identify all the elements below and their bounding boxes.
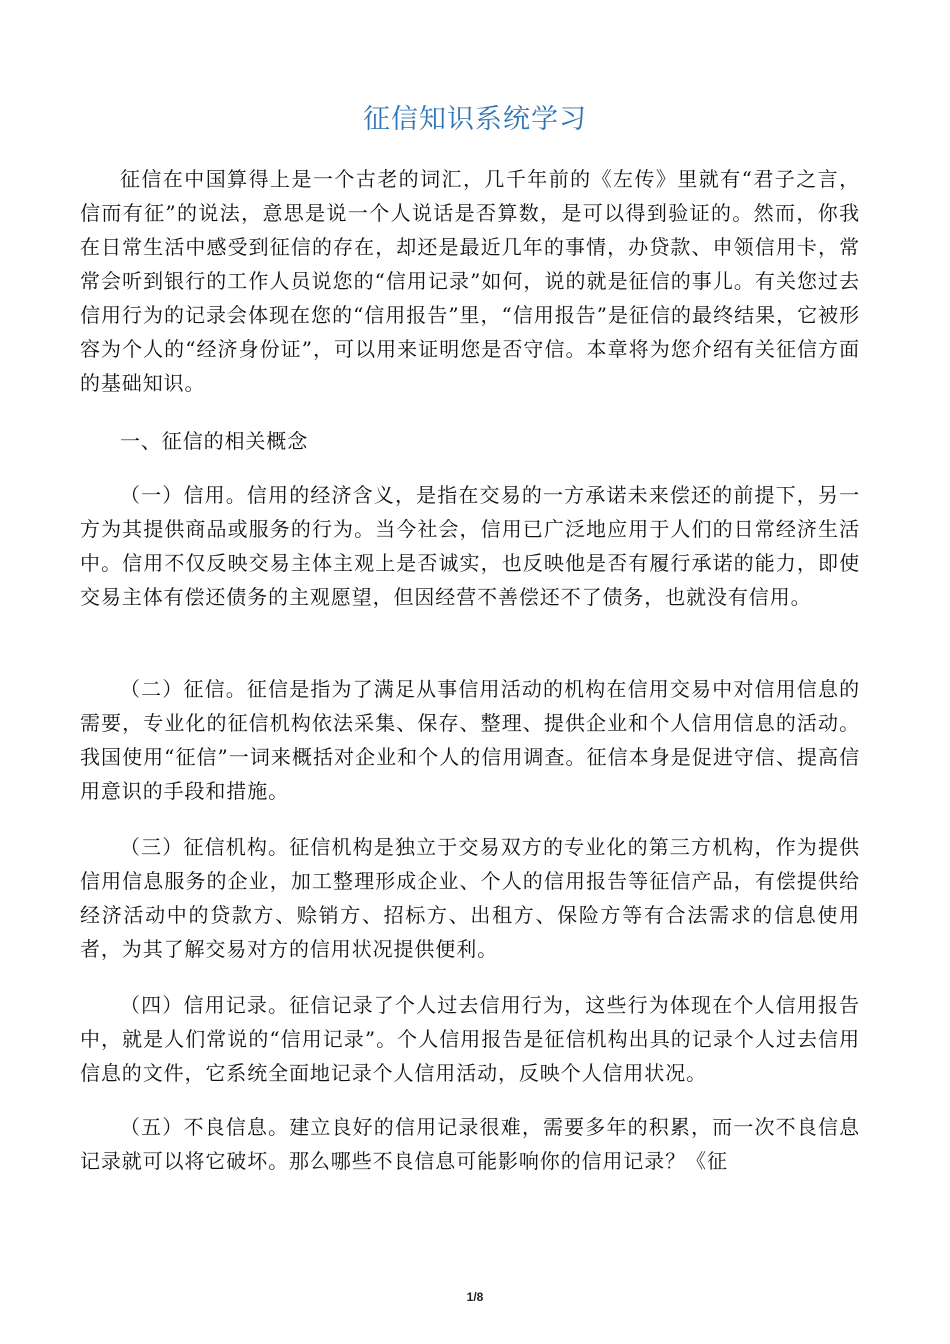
paragraph-credit: （一）信用。信用的经济含义，是指在交易的一方承诺未来偿还的前提下，另一方为其提供商品或服务的行为。当今社会，信用已广泛地应用于人们的日常经济生活中。信用不仅反映交易主体主观上是否诚实，也反映他是否有履行承诺的能力，即使交易主体有偿还债务的主观愿望，但因经营不善偿还不了债务，也就没有信用。 — [80, 483, 860, 609]
paragraph-credit-record: （四）信用记录。征信记录了个人过去信用行为，这些行为体现在个人信用报告中，就是人们常说的“信用记录”。个人信用报告是征信机构出具的记录个人过去信用信息的文件，它系统全面地记录个人信用活动，反映个人信用状况。 — [80, 993, 860, 1085]
section-heading: 一、征信的相关概念 — [120, 429, 309, 453]
page-number: 1/8 — [466, 1290, 484, 1304]
paragraph-credit-reporting: （二）征信。征信是指为了满足从事信用活动的机构在信用交易中对信用信息的需要，专业化的征信机构依法采集、保存、整理、提供企业和个人信用信息的活动。我国使用“征信”一词来概括对企业和个人的信用调查。征信本身是促进守信、提高信用意识的手段和措施。 — [80, 677, 860, 803]
paragraph-credit-agency: （三）征信机构。征信机构是独立于交易双方的专业化的第三方机构，作为提供信用信息服务的企业，加工整理形成企业、个人的信用报告等征信产品，有偿提供给经济活动中的贷款方、赊销方、招标方、出租方、保险方等有合法需求的信息使用者，为其了解交易对方的信用状况提供便利。 — [80, 835, 860, 961]
paragraph-negative-info: （五）不良信息。建立良好的信用记录很难，需要多年的积累，而一次不良信息记录就可以将它破坏。那么哪些不良信息可能影响你的信用记录？《征 — [80, 1115, 860, 1173]
document-title: 征信知识系统学习 — [363, 104, 587, 135]
intro-paragraph: 征信在中国算得上是一个古老的词汇，几千年前的《左传》里就有“君子之言，信而有征”的说法，意思是说一个人说话是否算数，是可以得到验证的。然而，你我在日常生活中感受到征信的存在，却还是最近几年的事情，办贷款、申领信用卡，常常会听到银行的工作人员说您的“信用记录”如何，说的就是征信的事儿。有关您过去信用行为的记录会体现在您的“信用报告”里，“信用报告”是征信的最终结果，它被形容为个人的“经济身份证”，可以用来证明您是否守信。本章将为您介绍有关征信方面的基础知识。 — [80, 167, 860, 395]
